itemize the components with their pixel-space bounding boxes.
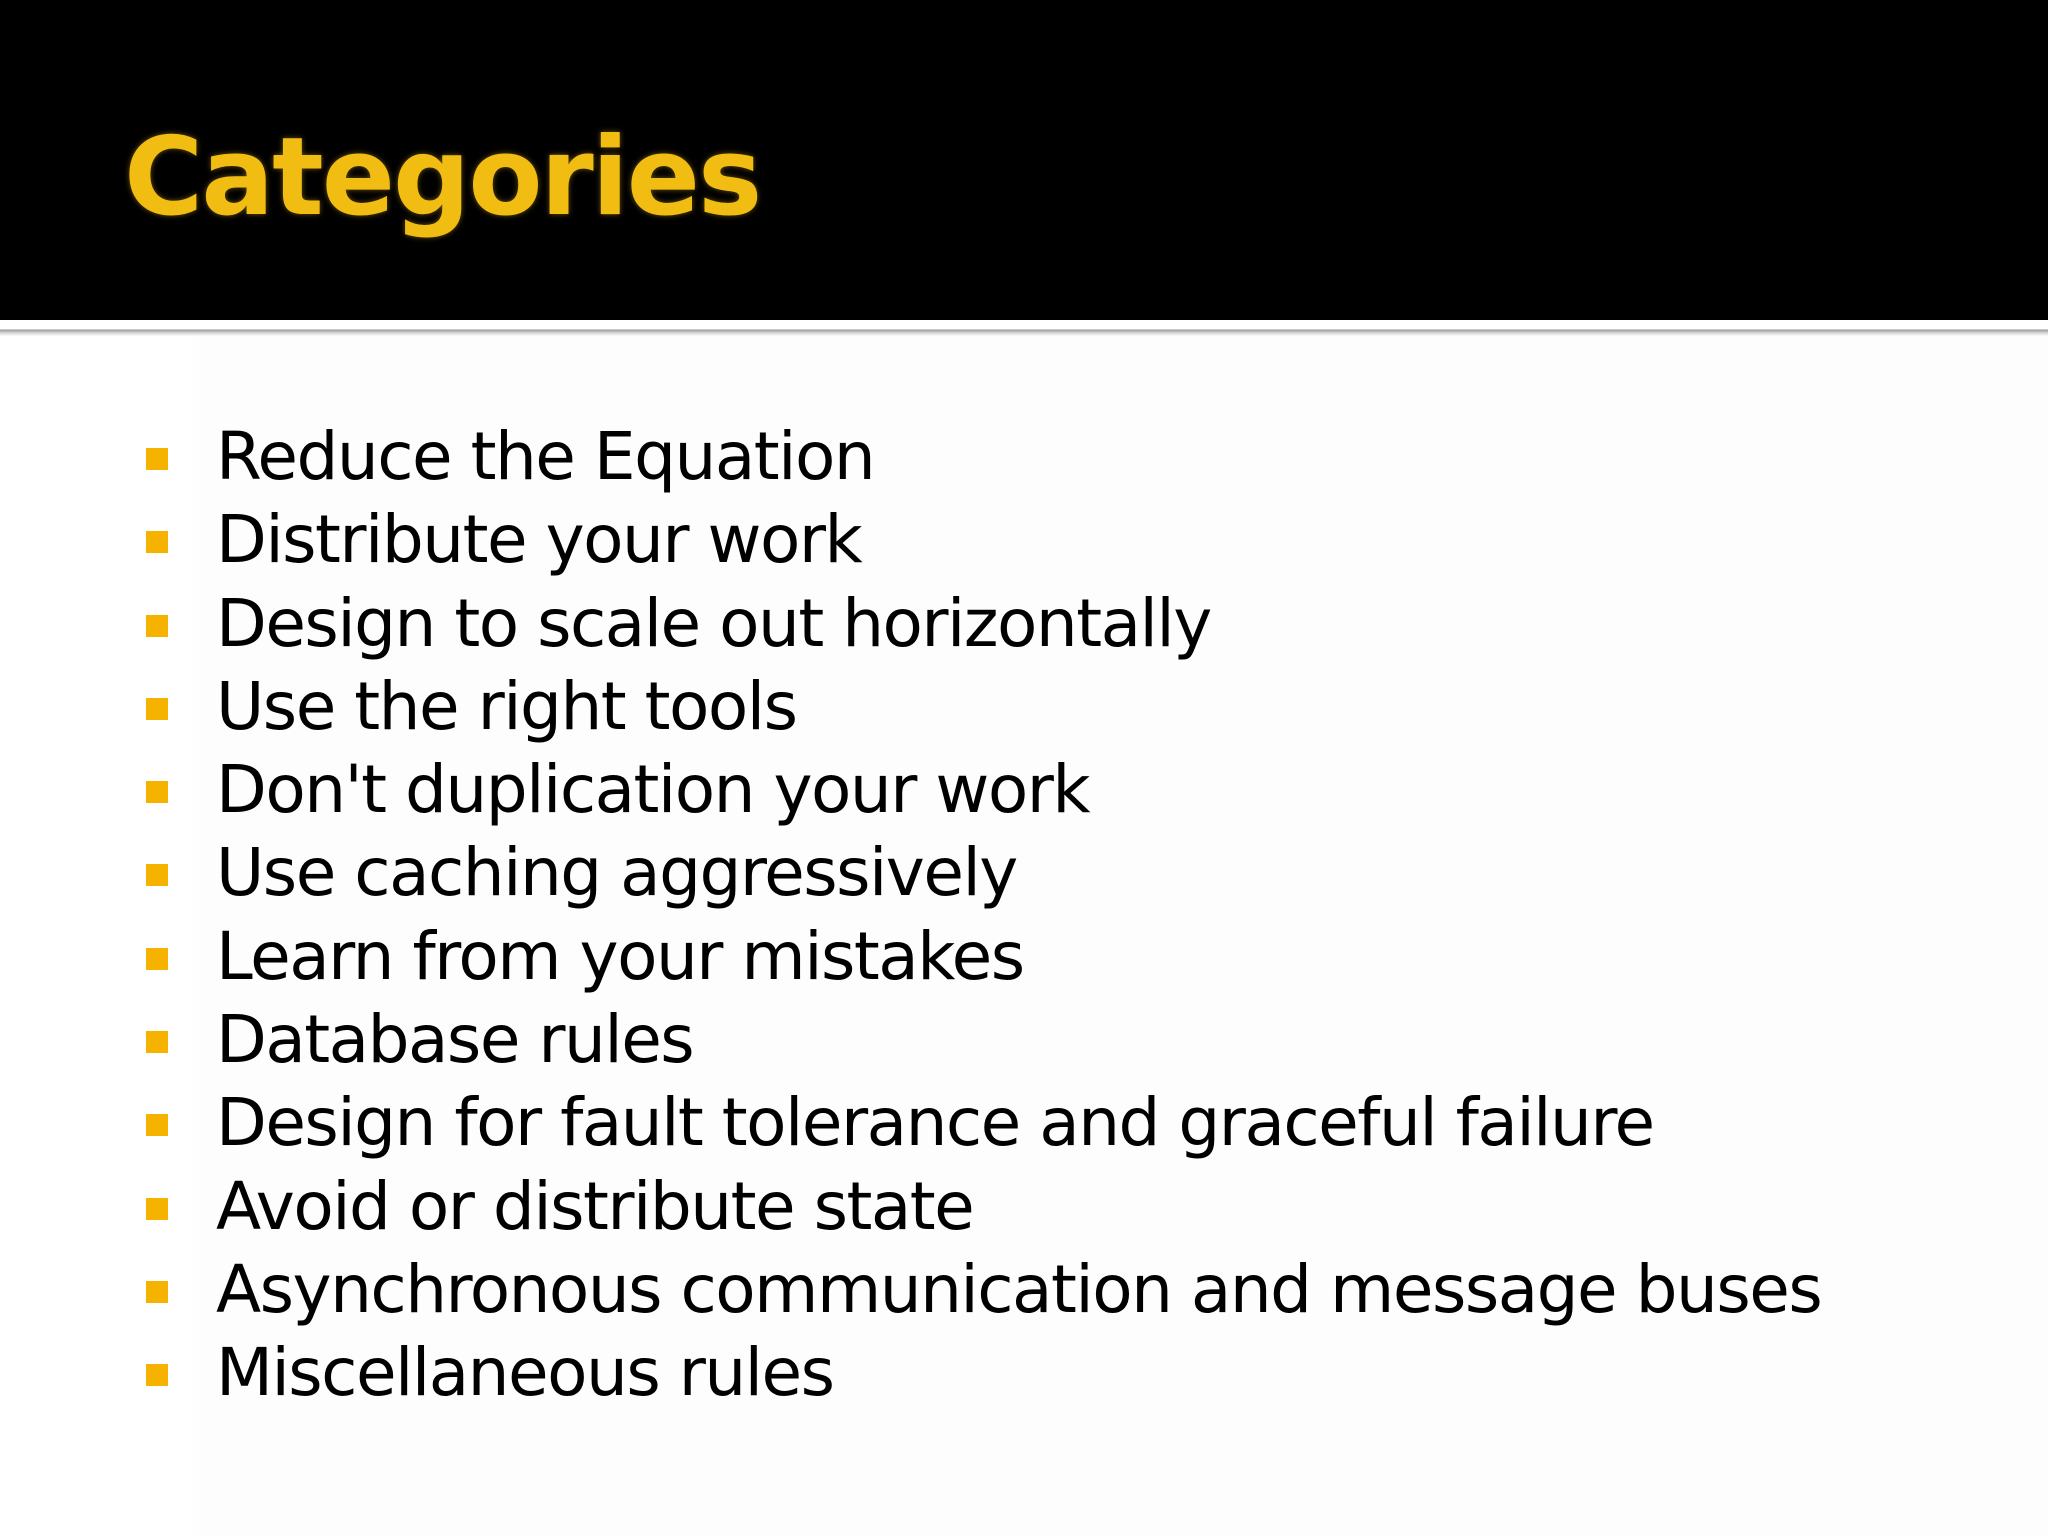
bullet-text: Avoid or distribute state (216, 1167, 974, 1245)
bullet-text: Design for fault tolerance and graceful failure (216, 1084, 1654, 1162)
square-bullet-icon (146, 531, 168, 553)
bullet-text: Use the right tools (216, 667, 797, 745)
bullet-text: Reduce the Equation (216, 418, 875, 495)
square-bullet-icon (146, 1364, 168, 1386)
bullet-text: Miscellaneous rules (216, 1334, 834, 1412)
bullet-text: Distribute your work (216, 501, 862, 579)
title-band (0, 0, 2048, 320)
square-bullet-icon (146, 781, 168, 803)
bullet-text: Design to scale out horizontally (216, 584, 1211, 662)
bullet-text: Asynchronous communication and message buses (216, 1250, 1822, 1328)
square-bullet-icon (146, 948, 168, 970)
square-bullet-icon (146, 1114, 168, 1136)
bullet-text: Use caching aggressively (216, 834, 1017, 912)
square-bullet-icon (146, 1281, 168, 1303)
square-bullet-icon (146, 1031, 168, 1053)
bullet-text: Don't duplication your work (216, 751, 1090, 829)
slide-title: Categories (124, 115, 761, 240)
bullet-text: Learn from your mistakes (216, 917, 1024, 995)
square-bullet-icon (146, 864, 168, 886)
bullet-text: Database rules (216, 1001, 694, 1079)
square-bullet-icon (146, 448, 168, 470)
square-bullet-icon (146, 698, 168, 720)
square-bullet-icon (146, 1198, 168, 1220)
title-divider (0, 320, 2048, 336)
square-bullet-icon (146, 615, 168, 637)
